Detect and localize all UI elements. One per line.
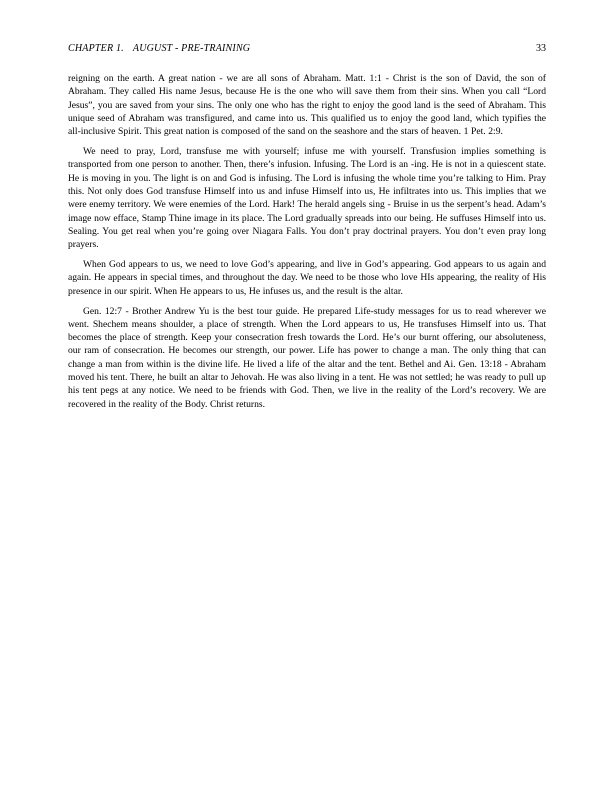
body-text — [68, 72, 546, 411]
chapter-title: AUGUST - PRE-TRAINING — [132, 43, 251, 54]
paragraph: When God appears to us, we need to love God’s appearing, and live in God’s appearing. God appears to us again and again. He appears in special times, and throughout the day. We need to be those who love HIs appearing, the reality of His presence in our spirit. When He appears to us, He infuses us, and the result is the altar. — [68, 259, 546, 297]
paragraph: We need to pray, Lord, transfuse me with yourself; infuse me with yourself. Transfusion implies something is transported from one person to another. Then, there’s infusion. Infusing. The Lord is an -ing. He is not in a quiescent state. He is moving in you. The light is on and God is infusing. The Lord is infusing the whole time you’re talking to Him. Pray this. Not only does God transfuse Himself into us and infuse Himself into us, He infiltrates into us. This implies that we were enemy territory. We were enemies of the Lord. Hark! The herald angels sing - Bruise in us the serpent’s head. Adam’s image now efface, Stamp Thine image in its place. The Lord gradually spreads into our being. He suffuses Himself into us. Sealing. You get real when you’re going over Niagara Falls. You don’t pray doctrinal prayers. You don’t even pray long prayers. — [68, 146, 546, 251]
chapter-label: CHAPTER 1. — [68, 43, 124, 54]
paragraph: reigning on the earth. A great nation - we are all sons of Abraham. Matt. 1:1 - Christ is the son of David, the son of Abraham. They called His name Jesus, because He is the one who will save them from their sins. When you call “Lord Jesus”, you are saved from your sins. The only one who has the right to enjoy the good land is the seed of Abraham. This unique seed of Abraham was transfigured, and came into us. This qualified us to enjoy the good land, which typifies the all-inclusive Spirit. This great nation is composed of the sand on the seashore and the stars of heaven. 1 Pet. 2:9. — [68, 73, 546, 138]
chapter-heading — [68, 43, 250, 55]
page-number: 33 — [536, 43, 546, 54]
running-header — [68, 43, 546, 55]
paragraph: Gen. 12:7 - Brother Andrew Yu is the best tour guide. He prepared Life-study messages for us to read wherever we went. Shechem means shoulder, a place of strength. When the Lord appears to us, He transfuses Himself into us. That becomes the place of strength. Keep your consecration fresh towards the Lord. He’s our burnt offering, our absoluteness, our ram of consecration. He becomes our strength, our power. Life has power to change a man. The only thing that can change a man from within is the divine life. He lived a life of the altar and the tent. Bethel and Ai. Gen. 13:18 - Abraham moved his tent. There, he built an altar to Jehovah. He was also living in a tent. He was not settled; he was ready to pull up his tent pegs at any notice. We need to be friends with God. Then, we live in the reality of the Lord’s recovery. We are recovered in the reality of the Body. Christ returns. — [68, 305, 546, 410]
